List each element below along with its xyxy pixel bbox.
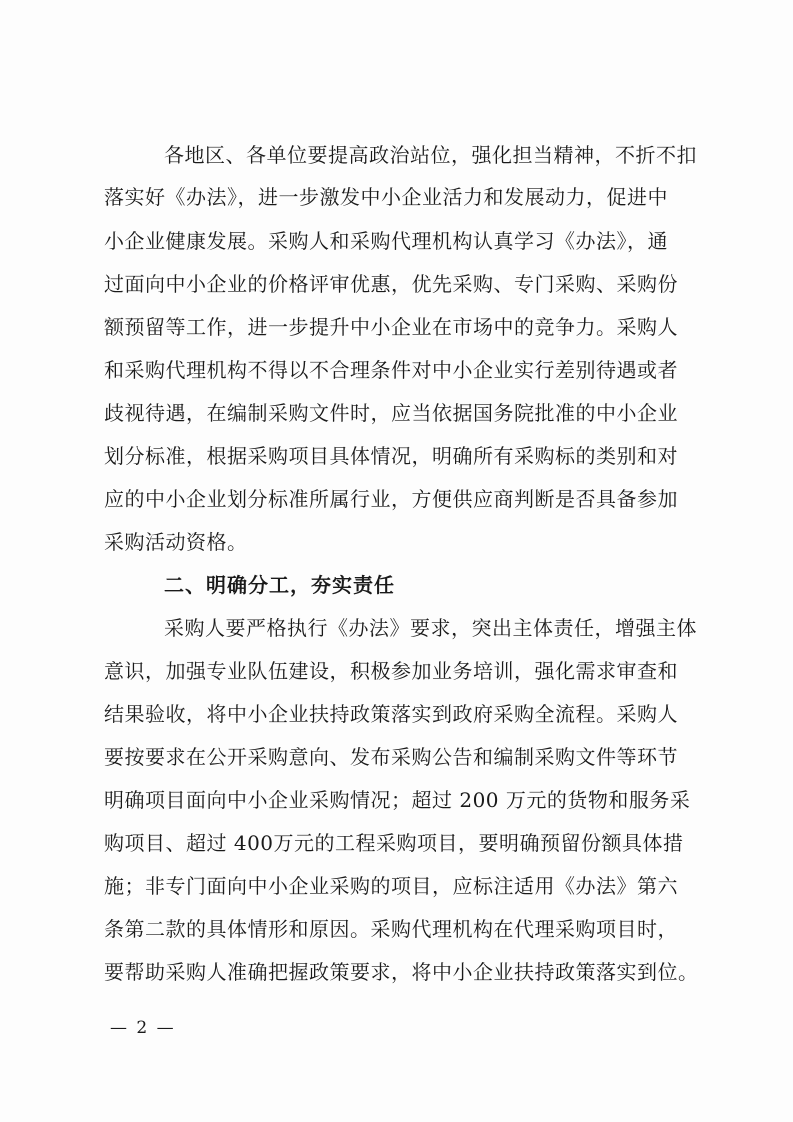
paragraph-2-line-4: 要按要求在公开采购意向、发布采购公告和编制采购文件等环节 [104,745,678,769]
paragraph-2-line-5: 明确项目面向中小企业采购情况；超过 200 万元的货物和服务采 [104,788,691,812]
paragraph-1-line-9: 应的中小企业划分标准所属行业，方便供应商判断是否具备参加 [104,487,678,511]
paragraph-2-line-3: 结果验收，将中小企业扶持政策落实到政府采购全流程。采购人 [104,702,678,726]
section-heading: 二、明确分工，夯实责任 [164,573,395,597]
paragraph-1-line-10: 采购活动资格。 [104,530,248,554]
paragraph-1-line-4: 过面向中小企业的价格评审优惠，优先采购、专门采购、采购份 [104,272,678,296]
paragraph-1-line-6: 和采购代理机构不得以不合理条件对中小企业实行差别待遇或者 [104,358,678,382]
paragraph-1-line-1: 各地区、各单位要提高政治站位，强化担当精神，不折不扣 [164,143,697,167]
paragraph-2-line-9: 要帮助采购人准确把握政策要求，将中小企业扶持政策落实到位。 [104,960,699,984]
paragraph-1-line-3: 小企业健康发展。采购人和采购代理机构认真学习《办法》，通 [104,229,668,253]
paragraph-2-line-8: 条第二款的具体情形和原因。采购代理机构在代理采购项目时， [104,917,678,941]
paragraph-2-line-1: 采购人要严格执行《办法》要求，突出主体责任，增强主体 [164,616,697,640]
paragraph-2-line-6: 购项目、超过 400万元的工程采购项目，要明确预留份额具体措 [104,831,684,855]
paragraph-2-line-2: 意识，加强专业队伍建设，积极参加业务培训，强化需求审查和 [104,659,678,683]
page-number: — 2 — [110,1018,176,1038]
paragraph-1-line-2: 落实好《办法》，进一步激发中小企业活力和发展动力，促进中 [104,185,668,209]
paragraph-1-line-7: 歧视待遇，在编制采购文件时，应当依据国务院批准的中小企业 [104,401,678,425]
paragraph-1-line-8: 划分标准，根据采购项目具体情况，明确所有采购标的类别和对 [104,444,678,468]
paragraph-1-line-5: 额预留等工作，进一步提升中小企业在市场中的竞争力。采购人 [104,315,678,339]
paragraph-2-line-7: 施；非专门面向中小企业采购的项目，应标注适用《办法》第六 [104,874,678,898]
